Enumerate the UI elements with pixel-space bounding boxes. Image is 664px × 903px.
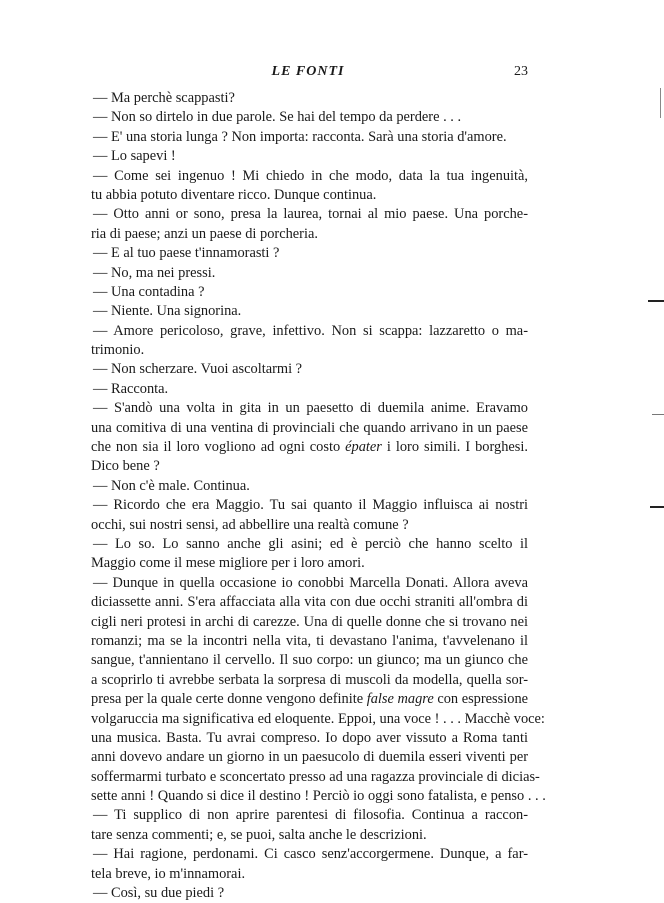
text-line	[91, 690, 528, 709]
text-line: — Non c'è male. Continua.	[93, 477, 250, 494]
page-header	[88, 64, 528, 86]
text-segment: che non sia il loro vogliono ad ogni costo	[91, 439, 346, 456]
text-line: Dico bene ?	[91, 458, 160, 475]
text-line: volgaruccia ma significativa ed eloquente. Eppoi, una voce ! . . . Macchè voce:	[91, 710, 545, 727]
text-line: trimonio.	[91, 342, 145, 359]
text-line: a scoprirlo ti avrebbe serbata la sorpresa di muscoli da modella, quella sor-	[91, 671, 528, 688]
text-line: tare senza commenti; e, se puoi, salta anche le descrizioni.	[91, 826, 427, 843]
text-line: tu abbia potuto diventare ricco. Dunque continua.	[91, 186, 377, 203]
running-title: LE FONTI	[271, 64, 345, 79]
text-line: — No, ma nei pressi.	[93, 264, 216, 281]
text-line: — Non so dirtelo in due parole. Se hai del tempo da perdere . . .	[93, 109, 462, 126]
page-number: 23	[514, 64, 528, 79]
text-line: — Amore pericoloso, grave, infettivo. Non si scappa: lazzaretto o ma-	[93, 322, 528, 339]
text-line: — E' una storia lunga ? Non importa: racconta. Sarà una storia d'amore.	[93, 128, 507, 145]
text-line: occhi, sui nostri sensi, ad abbellire una realtà comune ?	[91, 516, 409, 533]
text-segment: presa per la quale certe donne vengono definite	[91, 691, 367, 708]
body-text	[91, 89, 546, 903]
text-line: — Otto anni or sono, presa la laurea, tornai al mio paese. Una porche-	[93, 206, 528, 223]
text-line: romanzi; ma se la incontri nella vita, ti devastano l'anima, t'avvelenano il	[91, 632, 528, 649]
text-line: — E al tuo paese t'innamorasti ?	[93, 245, 280, 262]
text-line: tela breve, io m'innamorai.	[91, 865, 246, 882]
text-line: — Una contadina ?	[93, 283, 205, 300]
text-line: soffermarmi turbato e sconcertato presso ad una ragazza provinciale di dicias-	[91, 768, 540, 785]
text-line: — Racconta.	[93, 380, 169, 397]
margin-mark	[652, 414, 664, 415]
text-line: sangue, t'annientano il cervello. Il suo corpo: un giunco; ma un giunco che	[91, 652, 528, 669]
text-line: — S'andò una volta in gita in un paesetto di duemila anime. Eravamo	[93, 400, 528, 417]
text-line: — Non scherzare. Vuoi ascoltarmi ?	[93, 361, 303, 378]
text-line: anni dovevo andare un giorno in un paesucolo di duemila esseri viventi per	[91, 749, 528, 766]
italic-term: false magre	[366, 691, 434, 708]
text-segment: i loro simili. I borghesi.	[381, 439, 528, 456]
text-line: — Lo sapevi !	[93, 148, 176, 165]
text-line: diciassette anni. S'era affacciata alla vita con due occhi straniti all'ombra di	[91, 594, 528, 611]
italic-term: épater	[345, 439, 382, 456]
text-line: Maggio come il mese migliore per i loro amori.	[91, 555, 365, 572]
text-line: — Dunque in quella occasione io conobbi Marcella Donati. Allora aveva	[93, 574, 528, 591]
margin-mark	[660, 88, 661, 118]
text-segment: con espressione	[433, 691, 529, 708]
text-line: — Ma perchè scappasti?	[93, 90, 235, 106]
text-line: una comitiva di una ventina di provinciali che quando arrivano in un paese	[91, 419, 528, 436]
text-line: sette anni ! Quando si dice il destino ! Perciò io oggi sono fatalista, e penso . . .	[91, 788, 546, 805]
margin-mark	[648, 300, 664, 302]
text-line	[91, 438, 528, 457]
margin-mark	[650, 506, 664, 508]
text-line: — Hai ragione, perdonami. Ci casco senz'accorgermene. Dunque, a far-	[93, 846, 528, 863]
text-line: una musica. Basta. Tu avrai compreso. Io dopo aver vissuto a Roma tanti	[91, 729, 528, 746]
text-line: — Come sei ingenuo ! Mi chiedo in che modo, data la tua ingenuità,	[93, 167, 528, 184]
text-line: — Lo so. Lo sanno anche gli asini; ed è perciò che hanno scelto il	[93, 535, 528, 552]
text-line: — Ricordo che era Maggio. Tu sai quanto il Maggio influisca ai nostri	[93, 497, 528, 514]
text-line: — Ti supplico di non aprire parentesi di filosofia. Continua a raccon-	[93, 807, 528, 824]
text-line: cigli neri protesi in archi di carezze. Una di quelle donne che si trovano nei	[91, 613, 528, 630]
text-line: — Niente. Una signorina.	[93, 303, 242, 320]
text-line: — Così, su due piedi ?	[93, 885, 225, 902]
text-line: ria di paese; anzi un paese di porcheria.	[91, 225, 318, 242]
